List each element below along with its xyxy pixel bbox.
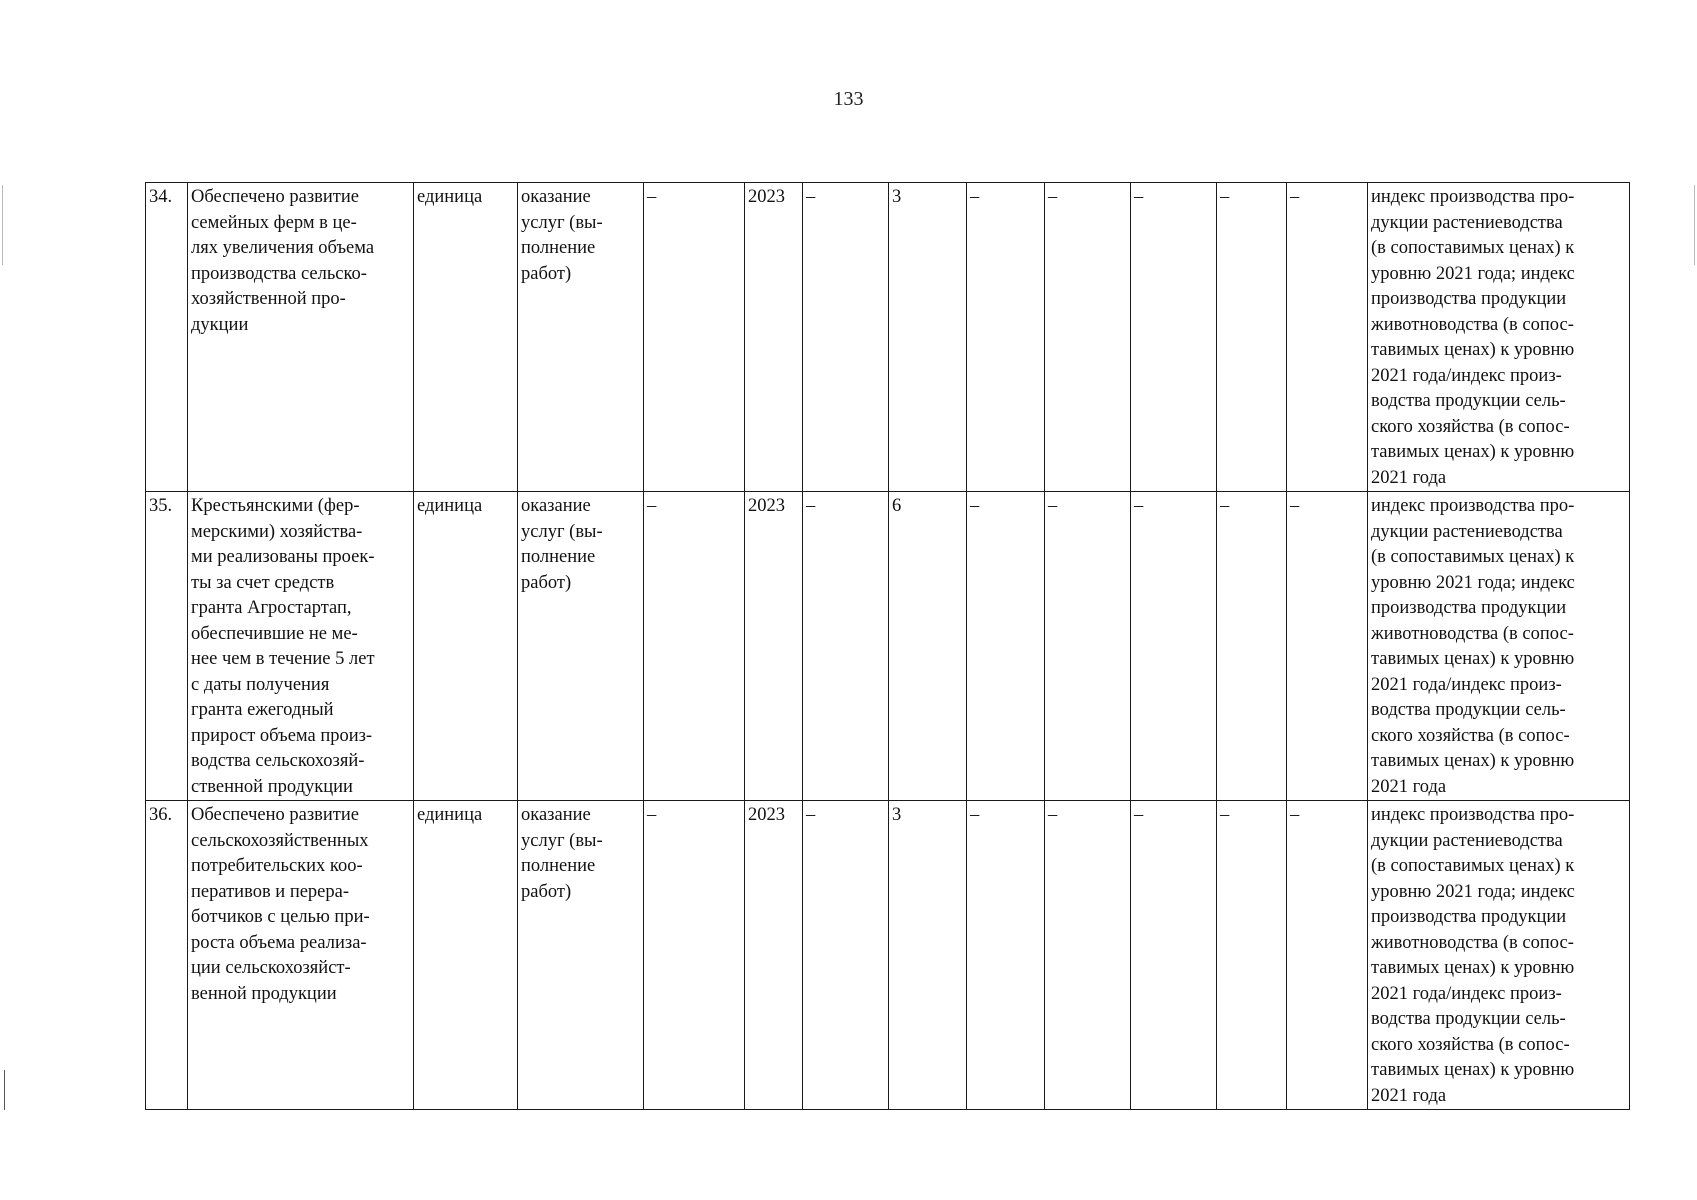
year-2023-cell: 6: [889, 492, 967, 801]
year-2022-cell: –: [803, 183, 889, 492]
base-year-cell: 2023: [745, 492, 803, 801]
year-2025-cell: –: [1045, 801, 1131, 1110]
year-2025-cell: –: [1045, 492, 1131, 801]
base-value-cell: –: [644, 801, 745, 1110]
year-2023-cell: 3: [889, 801, 967, 1110]
year-2027-cell: –: [1217, 183, 1287, 492]
year-2026-cell: –: [1131, 801, 1217, 1110]
indicators-table: [145, 182, 1630, 1110]
year-2023-cell: 3: [889, 183, 967, 492]
year-2024-cell: –: [967, 492, 1045, 801]
year-2025-cell: –: [1045, 183, 1131, 492]
table-row: [146, 492, 1630, 801]
table-row: [146, 183, 1630, 492]
base-value-cell: –: [644, 492, 745, 801]
result-type-cell: оказание услуг (вы- полнение работ): [518, 801, 644, 1110]
year-2022-cell: –: [803, 492, 889, 801]
row-number-cell: 36.: [146, 801, 188, 1110]
row-number-cell: 34.: [146, 183, 188, 492]
linked-indicator-cell: индекс производства про- дукции растениеводства (в сопоставимых ценах) к уровню 2021 года; индекс производства продукции животноводства (в сопос- тавимых ценах) к уровню 2021 года/индекс произ- водства продукции сель- ского хозяйства (в сопос- тавимых ценах) к уровню 2021 года: [1368, 801, 1630, 1110]
scan-edge-right: [1694, 185, 1695, 265]
unit-cell: единица: [414, 492, 518, 801]
year-2024-cell: –: [967, 183, 1045, 492]
year-2027-cell: –: [1217, 801, 1287, 1110]
row-number-cell: 35.: [146, 492, 188, 801]
result-type-cell: оказание услуг (вы- полнение работ): [518, 183, 644, 492]
year-2022-cell: –: [803, 801, 889, 1110]
scan-edge-bottom-left: [4, 1070, 5, 1110]
year-2028-cell: –: [1287, 492, 1368, 801]
table-row: [146, 801, 1630, 1110]
scan-edge-left: [2, 185, 3, 265]
result-name-cell: Крестьянскими (фер- мерскими) хозяйства- ми реализованы проек- ты за счет средств гранта Агростартап, обеспечившие не ме- нее чем в течение 5 лет с даты получения гранта ежегодный прирост объема произ- водства сельскохозяй- ственной продукции: [188, 492, 414, 801]
year-2028-cell: –: [1287, 801, 1368, 1110]
year-2027-cell: –: [1217, 492, 1287, 801]
result-type-cell: оказание услуг (вы- полнение работ): [518, 492, 644, 801]
base-value-cell: –: [644, 183, 745, 492]
linked-indicator-cell: индекс производства про- дукции растениеводства (в сопоставимых ценах) к уровню 2021 года; индекс производства продукции животноводства (в сопос- тавимых ценах) к уровню 2021 года/индекс произ- водства продукции сель- ского хозяйства (в сопос- тавимых ценах) к уровню 2021 года: [1368, 492, 1630, 801]
linked-indicator-cell: индекс производства про- дукции растениеводства (в сопоставимых ценах) к уровню 2021 года; индекс производства продукции животноводства (в сопос- тавимых ценах) к уровню 2021 года/индекс произ- водства продукции сель- ского хозяйства (в сопос- тавимых ценах) к уровню 2021 года: [1368, 183, 1630, 492]
year-2024-cell: –: [967, 801, 1045, 1110]
page-number: 133: [833, 88, 864, 110]
year-2026-cell: –: [1131, 183, 1217, 492]
indicators-table-wrapper: [145, 182, 1629, 1110]
unit-cell: единица: [414, 183, 518, 492]
result-name-cell: Обеспечено развитие семейных ферм в це- лях увеличения объема производства сельско- хозяйственной про- дукции: [188, 183, 414, 492]
unit-cell: единица: [414, 801, 518, 1110]
result-name-cell: Обеспечено развитие сельскохозяйственных потребительских коо- перативов и перера- ботчиков с целью при- роста объема реализа- ции сельскохозяйст- венной продукции: [188, 801, 414, 1110]
year-2026-cell: –: [1131, 492, 1217, 801]
base-year-cell: 2023: [745, 183, 803, 492]
base-year-cell: 2023: [745, 801, 803, 1110]
year-2028-cell: –: [1287, 183, 1368, 492]
